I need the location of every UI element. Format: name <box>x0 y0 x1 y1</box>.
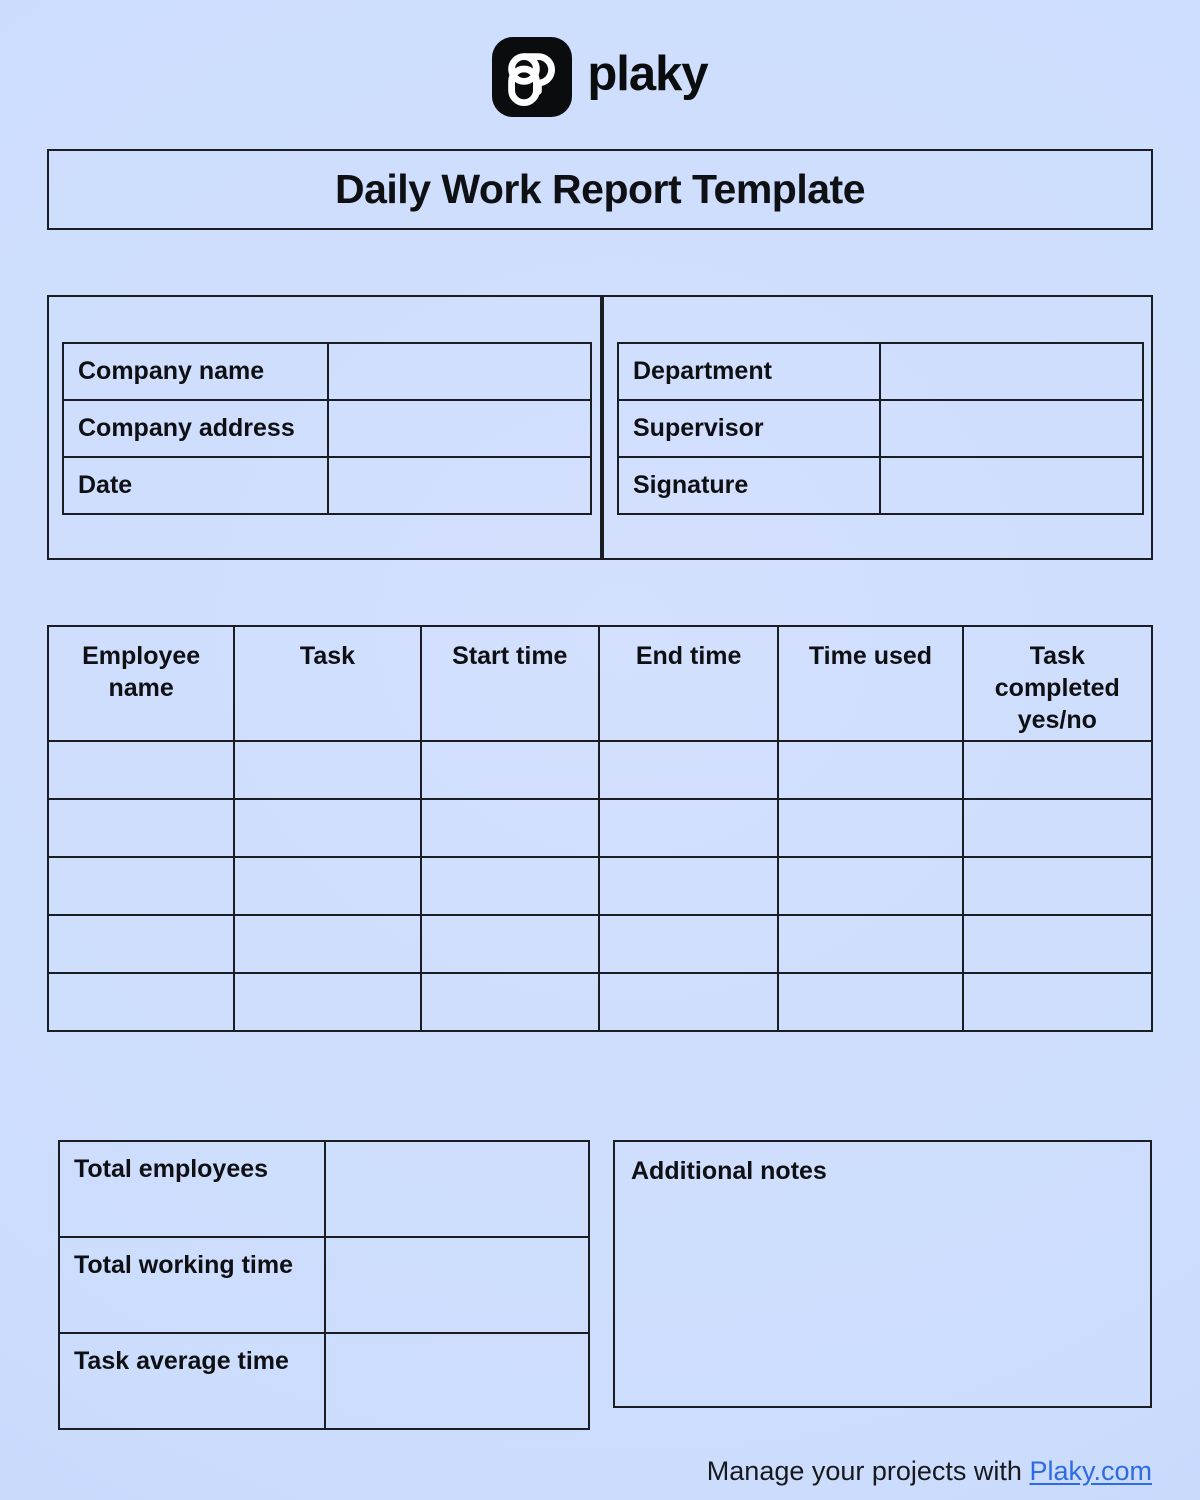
work-table-cell[interactable] <box>778 799 962 857</box>
work-table-cell[interactable] <box>599 915 778 973</box>
footer-text: Manage your projects with <box>706 1456 1022 1486</box>
work-table-row <box>48 741 1152 799</box>
table-row <box>63 343 591 400</box>
col-task: Task <box>234 626 420 741</box>
brand-wordmark: plaky <box>587 47 708 101</box>
work-table-cell[interactable] <box>599 741 778 799</box>
total-employees-field[interactable] <box>325 1141 589 1237</box>
supervisor-label: Supervisor <box>618 400 880 457</box>
signature-field[interactable] <box>880 457 1143 514</box>
summary-table <box>58 1140 590 1430</box>
page-title: Daily Work Report Template <box>335 166 865 212</box>
supervisor-field[interactable] <box>880 400 1143 457</box>
table-row <box>59 1333 589 1429</box>
work-table-cell[interactable] <box>421 857 599 915</box>
work-table-cell[interactable] <box>48 799 234 857</box>
work-table-cell[interactable] <box>778 741 962 799</box>
table-row <box>63 400 591 457</box>
work-table-cell[interactable] <box>963 973 1152 1031</box>
col-employee-name: Employee name <box>48 626 234 741</box>
total-employees-label: Total employees <box>59 1141 325 1237</box>
work-table-cell[interactable] <box>599 799 778 857</box>
work-table-cell[interactable] <box>48 857 234 915</box>
work-table-row <box>48 857 1152 915</box>
table-row <box>618 457 1143 514</box>
work-table-cell[interactable] <box>963 915 1152 973</box>
work-table-cell[interactable] <box>234 857 420 915</box>
table-row <box>618 400 1143 457</box>
work-table-cell[interactable] <box>778 915 962 973</box>
work-table-cell[interactable] <box>778 973 962 1031</box>
col-start-time: Start time <box>421 626 599 741</box>
company-info-table <box>62 342 592 515</box>
table-row <box>63 457 591 514</box>
company-name-label: Company name <box>63 343 328 400</box>
work-table-row <box>48 973 1152 1031</box>
work-table-cell[interactable] <box>234 799 420 857</box>
title-box <box>47 149 1153 230</box>
additional-notes-label: Additional notes <box>631 1157 827 1185</box>
date-field[interactable] <box>328 457 591 514</box>
work-table-row <box>48 799 1152 857</box>
work-table-cell[interactable] <box>421 973 599 1031</box>
work-table-cell[interactable] <box>234 741 420 799</box>
date-label: Date <box>63 457 328 514</box>
col-time-used: Time used <box>778 626 962 741</box>
footer <box>707 1456 1152 1487</box>
work-table-cell[interactable] <box>963 857 1152 915</box>
col-task-completed: Task completed yes/no <box>963 626 1152 741</box>
total-working-time-label: Total working time <box>59 1237 325 1333</box>
additional-notes-field[interactable] <box>631 1198 1134 1394</box>
work-table-cell[interactable] <box>421 915 599 973</box>
company-name-field[interactable] <box>328 343 591 400</box>
signature-label: Signature <box>618 457 880 514</box>
plaky-com-link[interactable]: Plaky.com <box>1029 1456 1152 1486</box>
task-average-time-label: Task average time <box>59 1333 325 1429</box>
work-table-row <box>48 915 1152 973</box>
work-table-cell[interactable] <box>234 973 420 1031</box>
work-table-cell[interactable] <box>963 799 1152 857</box>
additional-notes-box <box>613 1140 1152 1408</box>
task-average-time-field[interactable] <box>325 1333 589 1429</box>
company-info-box <box>47 295 602 560</box>
work-table-cell[interactable] <box>48 915 234 973</box>
company-address-label: Company address <box>63 400 328 457</box>
department-field[interactable] <box>880 343 1143 400</box>
work-table-cell[interactable] <box>234 915 420 973</box>
work-table-cell[interactable] <box>421 741 599 799</box>
work-table-cell[interactable] <box>421 799 599 857</box>
work-table-cell[interactable] <box>778 857 962 915</box>
work-table-header-row <box>48 626 1152 741</box>
table-row <box>618 343 1143 400</box>
work-table-cell[interactable] <box>48 741 234 799</box>
work-table-cell[interactable] <box>963 741 1152 799</box>
work-table-cell[interactable] <box>48 973 234 1031</box>
table-row <box>59 1237 589 1333</box>
total-working-time-field[interactable] <box>325 1237 589 1333</box>
table-row <box>59 1141 589 1237</box>
plaky-logo-icon <box>492 37 572 117</box>
department-label: Department <box>618 343 880 400</box>
company-address-field[interactable] <box>328 400 591 457</box>
department-info-box <box>602 295 1153 560</box>
logo <box>0 36 1200 118</box>
col-end-time: End time <box>599 626 778 741</box>
work-table-cell[interactable] <box>599 973 778 1031</box>
work-table-cell[interactable] <box>599 857 778 915</box>
department-info-table <box>617 342 1144 515</box>
work-report-table <box>47 625 1153 1032</box>
